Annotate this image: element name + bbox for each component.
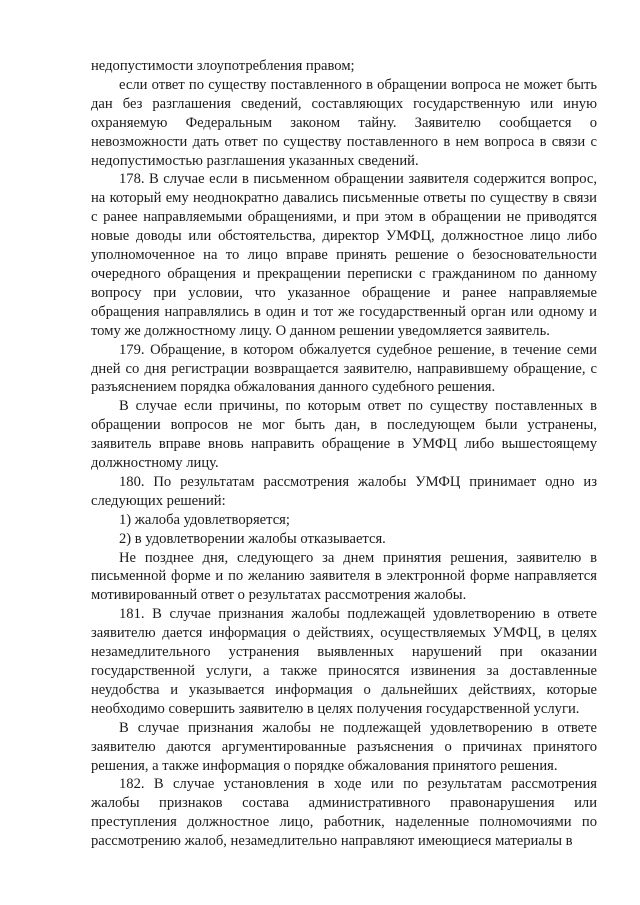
- paragraph-181: 181. В случае признания жалобы подлежащей удовлетворению в ответе заявителю дается информация о действиях, осуществляемых УМФЦ, в целях незамедлительного устранения выявленных нарушений при оказании государственной услуги, а также приносятся извинения за доставленные неудобства и указывается информация о дальнейших действиях, которые необходимо совершить заявителю в целях получения государственной услуги.: [91, 606, 597, 717]
- paragraph-secrecy-clause: если ответ по существу поставленного в обращении вопроса не может быть дан без разглашения сведений, составляющих государственную или иную охраняемую Федеральным законом тайну. Заявителю сообщается о невозможности дать ответ по существу поставленного в нем вопроса в связи с недопустимостью разглашения указанных сведений.: [91, 76, 597, 169]
- paragraph-178: 178. В случае если в письменном обращении заявителя содержится вопрос, на который ему неоднократно давались письменные ответы по существу в связи с ранее направляемыми обращениями, и при этом в обращении не приводятся новые доводы или обстоятельства, директор УМФЦ, должностное лицо либо уполномоченное на то лицо вправе принять решение о безосновательности очередного обращения и прекращении переписки с гражданином по данному вопросу при условии, что указанное обращение и ранее направляемые обращения направлялись в один и тот же государственный орган или одному и тому же должностному лицу. О данном решении уведомляется заявитель.: [91, 171, 597, 339]
- paragraph-continuation: недопустимости злоупотребления правом;: [91, 58, 355, 74]
- paragraph-response-deadline: Не позднее дня, следующего за днем принятия решения, заявителю в письменной форме и по желанию заявителя в электронной форме направляется мотивированный ответ о результатах рассмотрения жалобы.: [91, 549, 597, 604]
- paragraph-182: 182. В случае установления в ходе или по результатам рассмотрения жалобы признаков состава административного правонарушения или преступления должностное лицо, работник, наделенные полномочиями по рассмотрению жалоб, незамедлительно направляют имеющиеся материалы в: [91, 776, 597, 850]
- document-page: [91, 57, 597, 851]
- decision-item-1: 1) жалоба удовлетворяется;: [119, 511, 290, 528]
- paragraph-resubmission: В случае если причины, по которым ответ по существу поставленных в обращении вопросов не мог быть дан, в последующем были устранены, заявитель вправе вновь направить обращение в УМФЦ либо вышестоящему должностному лицу.: [91, 398, 597, 472]
- paragraph-179: 179. Обращение, в котором обжалуется судебное решение, в течение семи дней со дня регистрации возвращается заявителю, направившему обращение, с разъяснением порядка обжалования данного судебного решения.: [91, 341, 597, 396]
- paragraph-rejection-response: В случае признания жалобы не подлежащей удовлетворению в ответе заявителю даются аргументированные разъяснения о причинах принятого решения, а также информация о порядке обжалования принятого решения.: [91, 719, 597, 774]
- decision-item-2: 2) в удовлетворении жалобы отказывается.: [119, 530, 386, 547]
- paragraph-180: 180. По результатам рассмотрения жалобы УМФЦ принимает одно из следующих решений:: [91, 473, 597, 509]
